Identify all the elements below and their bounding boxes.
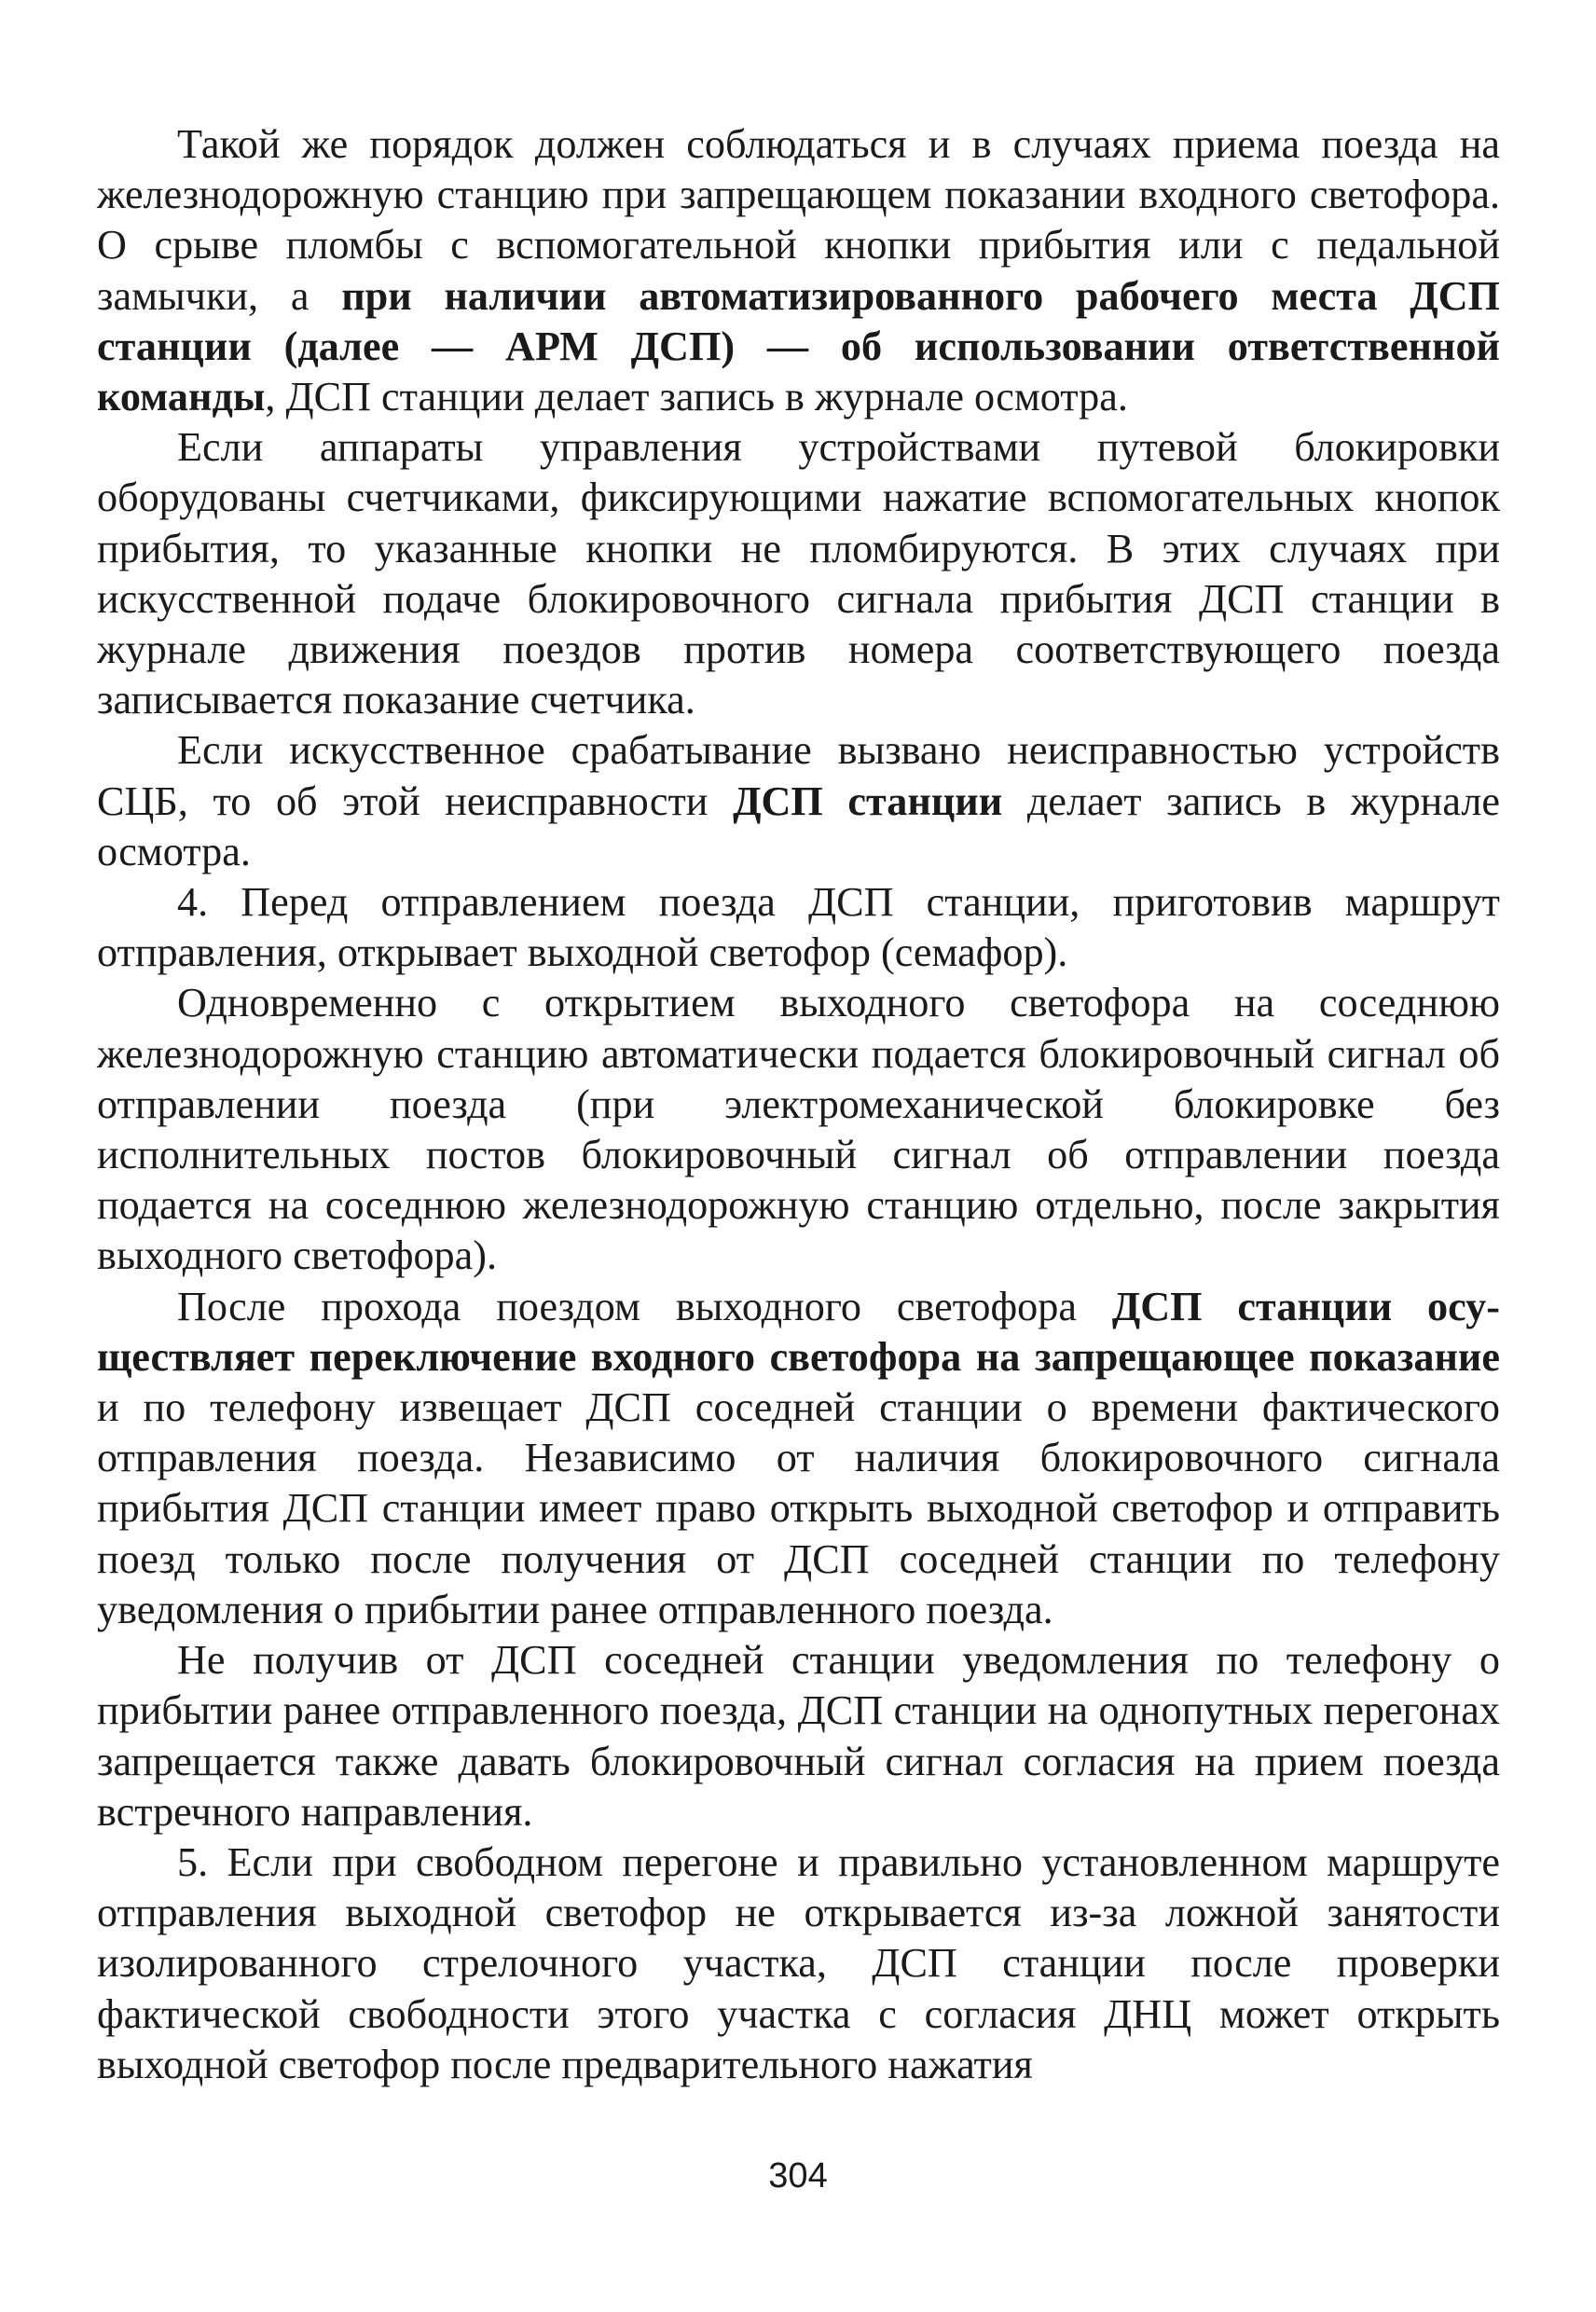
- paragraph: [97, 877, 1500, 978]
- text-run: Такой же порядок должен соблюдаться и в случаях приема поезда на железнодорожную станцию при запрещающем показании входного светофора. О срыве пломбы с вспомогательной кнопки прибытия или с педальной замычки, а: [97, 121, 1500, 319]
- text-run: 4. Перед отправлением поезда ДСП станции, приготовив маршрут отправления, открывает выходной светофор (семафор).: [97, 879, 1500, 976]
- text-run: делает запись в журнале осмотра.: [97, 778, 1500, 874]
- paragraph: [97, 119, 1500, 422]
- paragraph: [97, 725, 1500, 877]
- text-run: 5. Если при свободном перегоне и правильно установленном маршруте отправления выходной светофор не открывается из-за ложной занятости изолированного стрелочного участка, ДСП станции после проверки фактической свободности этого участка с согласия ДНЦ может открыть выходной светофор после предварительного нажатия: [97, 1838, 1500, 2087]
- text-run: После прохода поездом выходного светофора: [177, 1283, 1112, 1329]
- bold-text-run: ДСП станции: [733, 778, 1003, 824]
- text-run: Если аппараты управления устройствами путевой блокировки оборудованы счетчиками, фиксирующими нажатие вспомогательных кнопок прибытия, то указанные кнопки не пломбируются. В этих случаях при искусственной подаче блокировочного сигнала прибытия ДСП станции в журнале движения поездов против номера соответствующего поезда записывается показание счетчика.: [97, 424, 1500, 723]
- text-run: Не получив от ДСП соседней станции уведомления по телефону о прибытии ранее отправленного поезда, ДСП станции на однопутных перегонах запрещается также давать блокировочный сигнал согласия на прием поезда встречного направления.: [97, 1637, 1500, 1835]
- paragraph: [97, 1282, 1500, 1635]
- bold-text-run: ДСП станции осуществляет переключение входного светофора на запрещающее показание: [97, 1283, 1500, 1380]
- text-run: Одновременно с открытием выходного светофора на соседнюю железнодорожную станцию автоматически подается блокировочный сигнал об отправлении поезда (при электромеханической блокировке без исполнительных постов блокировочный сигнал об отправлении поезда подается на соседнюю железнодорожную станцию отдельно, после закрытия выходного светофора).: [97, 980, 1500, 1279]
- paragraph: [97, 422, 1500, 725]
- text-run: Если искусственное срабатывание вызвано неисправностью устройств СЦБ, то об этой неисправности: [97, 727, 1500, 824]
- text-run: , ДСП станции делает запись в журнале осмотра.: [265, 374, 1128, 420]
- paragraph: [97, 978, 1500, 1281]
- bold-text-run: при наличии автоматизированного рабочего места ДСП станции (далее — АРМ ДСП) — об использовании ответственной команды: [97, 272, 1500, 420]
- paragraph: [97, 1635, 1500, 1837]
- page-number: 304: [768, 2156, 828, 2195]
- page-body: [97, 119, 1500, 2090]
- text-run: и по телефону извещает ДСП соседней станции о времени фактического отправления поезда. Независимо от наличия блокировочного сигнала прибытия ДСП станции имеет право открыть выходной светофор и отправить поезд только после получения от ДСП соседней станции по телефону уведомления о прибытии ранее отправленного поезда.: [97, 1384, 1500, 1632]
- paragraph: [97, 1837, 1500, 2090]
